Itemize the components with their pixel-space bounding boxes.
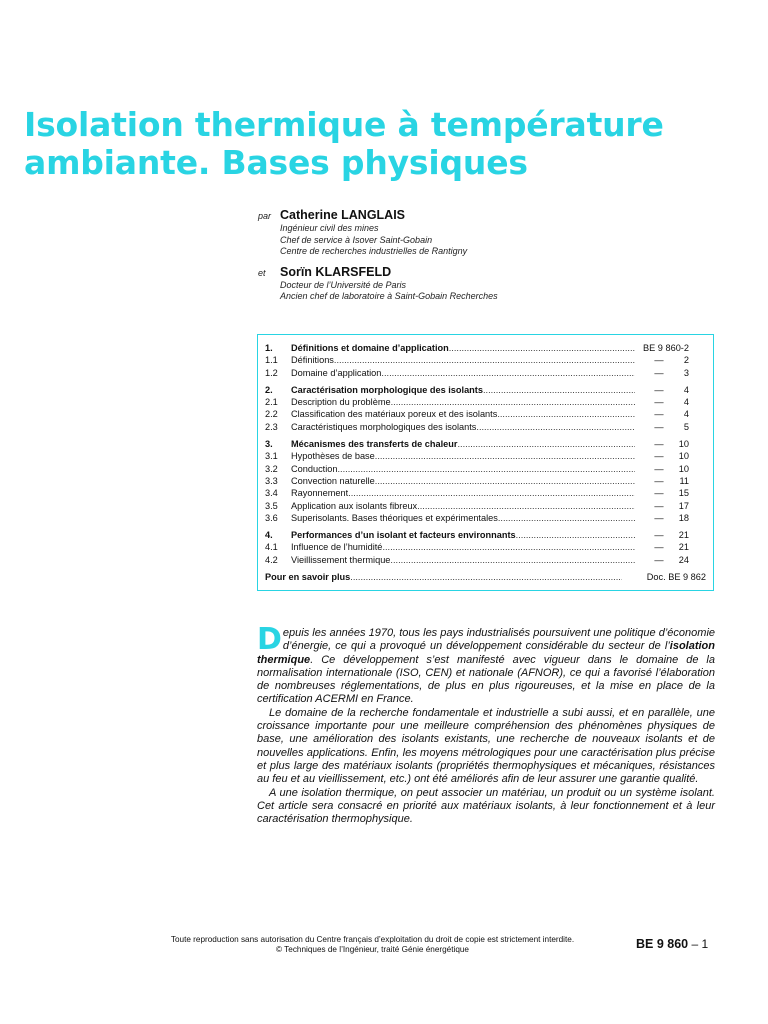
- toc-entry[interactable]: [265, 487, 706, 499]
- toc-number: 3.2: [265, 463, 278, 474]
- toc-page: 3: [683, 367, 689, 378]
- author-1: [258, 207, 678, 258]
- toc-page: 10: [678, 439, 689, 450]
- toc-number: 4.2: [265, 554, 278, 565]
- toc-page: 17: [678, 500, 689, 511]
- intro-paragraph-2: Le domaine de la recherche fondamentale et industrielle a subi aussi, et en parallèle, une croissance importante pour une meilleure compréhension des phénomènes physiques de base, une amélioration des isolants existants, une recherche de nouveaux isolants et de nouvelles applications. Enfin, les moyens métrologiques pour une caractérisation plus précise et plus large des matériaux isolants (propriétés thermophysiques et mécaniques, résistances au feu et au vieillissement, etc.) ont été améliorés afin de leur assurer une garantie qualité.: [257, 706, 715, 786]
- document-reference: [636, 937, 708, 951]
- toc-reference: [635, 384, 706, 396]
- toc-number: 1.: [265, 343, 273, 353]
- author-2: [258, 264, 678, 303]
- toc-entry[interactable]: [265, 396, 706, 408]
- toc-number: 1.1: [265, 355, 278, 366]
- toc-page: 4: [683, 384, 689, 395]
- toc-number: 1.2: [265, 367, 278, 378]
- toc-reference: [635, 421, 706, 433]
- toc-title: Convection naturelle .....: [291, 475, 635, 487]
- toc-ref-code: —: [654, 500, 664, 511]
- toc-reference: [635, 354, 706, 366]
- toc-page: 18: [678, 512, 689, 523]
- toc-reference: [635, 554, 706, 566]
- toc-reference: [635, 408, 706, 420]
- toc-entry[interactable]: [265, 384, 706, 396]
- toc-title: Hypothèses de base .....: [291, 450, 635, 462]
- page-number: – 1: [688, 937, 709, 951]
- toc-ref-code: —: [654, 451, 664, 462]
- toc-number: 3.6: [265, 512, 278, 523]
- toc-entry[interactable]: [265, 438, 706, 450]
- toc-title: Domaine d’application .....: [291, 367, 635, 379]
- toc-section: [265, 384, 706, 433]
- author-affiliation: Docteur de l’Université de Paris: [280, 279, 407, 290]
- toc-ref-code: —: [654, 512, 664, 523]
- toc-ref-code: —: [654, 542, 664, 553]
- drop-cap: D: [257, 622, 282, 657]
- toc-entry[interactable]: [265, 529, 706, 541]
- toc-title: Pour en savoir plus .....: [265, 571, 622, 583]
- author-prefix: par: [258, 211, 272, 221]
- toc-reference: [635, 512, 706, 524]
- copyright-line-1: Toute reproduction sans autorisation du Centre français d’exploitation du droit de copie est strictement interdite.: [170, 935, 575, 944]
- author-name: Catherine LANGLAIS: [280, 208, 406, 222]
- toc-number: 4.1: [265, 542, 278, 553]
- toc-number: 3.3: [265, 475, 278, 486]
- toc-ref-code: —: [654, 397, 664, 408]
- author-affiliation: Ancien chef de laboratoire à Saint-Gobain Recherches: [280, 291, 498, 301]
- toc-page: 4: [683, 409, 689, 420]
- toc-reference: [635, 450, 706, 462]
- author-affiliation: Centre de recherches industrielles de Rantigny: [280, 246, 468, 256]
- toc-number: 2.: [265, 384, 273, 395]
- toc-ref-code: —: [654, 367, 664, 378]
- toc-page: 10: [678, 463, 689, 474]
- intro-paragraph-1: [257, 622, 715, 707]
- authors-block: [258, 207, 678, 309]
- title-line-1: Isolation thermique à température: [24, 105, 664, 144]
- toc-ref-code: —: [654, 384, 664, 395]
- toc-ref-code: —: [654, 439, 664, 450]
- toc-page: 21: [678, 542, 689, 553]
- toc-reference: [635, 396, 706, 408]
- toc-title: Caractéristiques morphologiques des isolants .....: [291, 421, 635, 433]
- toc-title: Performances d’un isolant et facteurs environnants .....: [291, 529, 635, 541]
- toc-entry[interactable]: [265, 354, 706, 366]
- toc-page: 2: [683, 355, 689, 366]
- toc-entry[interactable]: [265, 541, 706, 553]
- toc-reference: [635, 463, 706, 475]
- toc-page: 21: [678, 530, 689, 541]
- toc-entry[interactable]: [265, 408, 706, 420]
- toc-ref-code: BE 9 860-: [643, 343, 684, 353]
- toc-section: [265, 342, 706, 379]
- reference-code: BE 9 860: [636, 937, 689, 951]
- toc-title: Rayonnement .....: [291, 487, 635, 499]
- toc-entry[interactable]: [265, 463, 706, 475]
- toc-page: 10: [678, 451, 689, 462]
- toc-number: 2.3: [265, 421, 278, 432]
- toc-ref-code: —: [654, 355, 664, 366]
- toc-section: [265, 438, 706, 524]
- toc-ref-code: —: [654, 488, 664, 499]
- toc-ref-code: —: [654, 475, 664, 486]
- toc-page: 4: [683, 397, 689, 408]
- toc-title: Application aux isolants fibreux .....: [291, 500, 635, 512]
- toc-further-reading[interactable]: [265, 571, 706, 583]
- toc-ref-code: —: [654, 409, 664, 420]
- toc-page: 15: [678, 488, 689, 499]
- toc-number: 3.5: [265, 500, 278, 511]
- toc-number: 2.2: [265, 409, 278, 420]
- author-affiliation: Chef de service à Isover Saint-Gobain: [280, 234, 433, 245]
- toc-entry[interactable]: [265, 450, 706, 462]
- toc-number: 3.: [265, 439, 273, 450]
- toc-entry[interactable]: [265, 512, 706, 524]
- toc-entry[interactable]: [265, 342, 706, 354]
- title-line-2: ambiante. Bases physiques: [24, 143, 528, 182]
- toc-number: 3.1: [265, 451, 278, 462]
- toc-page: 11: [679, 475, 689, 486]
- toc-ref-code: —: [654, 530, 664, 541]
- introduction-text: [257, 622, 715, 826]
- toc-section: [265, 529, 706, 566]
- toc-title: Description du problème .....: [291, 396, 635, 408]
- table-of-contents: [257, 334, 714, 591]
- toc-title: Caractérisation morphologique des isolants .....: [291, 384, 635, 396]
- toc-number: 3.4: [265, 488, 278, 499]
- copyright-notice: [100, 935, 645, 954]
- toc-title: Définitions et domaine d’application .....: [291, 342, 635, 354]
- intro-paragraph-3: A une isolation thermique, on peut associer un matériau, un produit ou un système isolant. Cet article sera consacré en priorité aux matériaux isolants, à leur fonctionnement et à leur caractérisation thermophysique.: [257, 786, 715, 826]
- toc-reference: [635, 438, 706, 450]
- toc-title: Superisolants. Bases théoriques et expérimentales .....: [291, 512, 635, 524]
- toc-entry[interactable]: [265, 500, 706, 512]
- toc-reference: [635, 529, 706, 541]
- toc-title: Mécanismes des transferts de chaleur .....: [291, 438, 635, 450]
- toc-reference: [635, 342, 706, 354]
- toc-ref-code: —: [654, 421, 664, 432]
- toc-reference: [635, 475, 706, 487]
- toc-title: Conduction .....: [291, 463, 635, 475]
- toc-title: Influence de l’humidité .....: [291, 541, 635, 553]
- toc-entry[interactable]: [265, 421, 706, 433]
- copyright-line-2: © Techniques de l’Ingénieur, traité Génie énergétique: [276, 944, 469, 954]
- toc-reference: [635, 500, 706, 512]
- author-prefix: et: [258, 267, 266, 278]
- author-affiliation: Ingénieur civil des mines: [280, 223, 379, 233]
- intro-text: . Ce développement s’est manifesté avec vigueur dans le domaine de la normalisation internationale (ISO, CEN) et nationale (AFNOR), ce qui a favorisé l’élaboration de nombreuses réglementations, de plus en plus rigoureuses, et la mise en place de la certification ACERMI en France.: [257, 653, 715, 706]
- toc-title: Classification des matériaux poreux et des isolants .....: [291, 408, 635, 420]
- toc-reference: [635, 367, 706, 379]
- toc-reference: Doc. BE 9 862: [646, 572, 706, 583]
- toc-entry[interactable]: [265, 367, 706, 379]
- toc-title: Vieillissement thermique .....: [291, 554, 635, 566]
- toc-page: 2: [683, 343, 689, 353]
- toc-page: 5: [683, 421, 689, 432]
- toc-entry[interactable]: [265, 554, 706, 566]
- intro-keyword: isolation thermique: [257, 640, 715, 666]
- intro-text: epuis les années 1970, tous les pays industrialisés poursuivent une politique d’économie d’énergie, ce qui a provoqué un développement considérable du secteur de l’: [282, 627, 715, 653]
- toc-reference: [635, 487, 706, 499]
- author-name: Sorïn KLARSFELD: [280, 264, 392, 279]
- toc-number: 2.1: [265, 397, 278, 408]
- toc-ref-code: —: [654, 554, 664, 565]
- toc-title: Définitions .....: [291, 354, 635, 366]
- toc-entry[interactable]: [265, 475, 706, 487]
- toc-ref-code: —: [654, 463, 664, 474]
- toc-page: 24: [678, 554, 689, 565]
- toc-reference: [635, 541, 706, 553]
- toc-number: 4.: [265, 530, 273, 541]
- document-title: [24, 106, 744, 182]
